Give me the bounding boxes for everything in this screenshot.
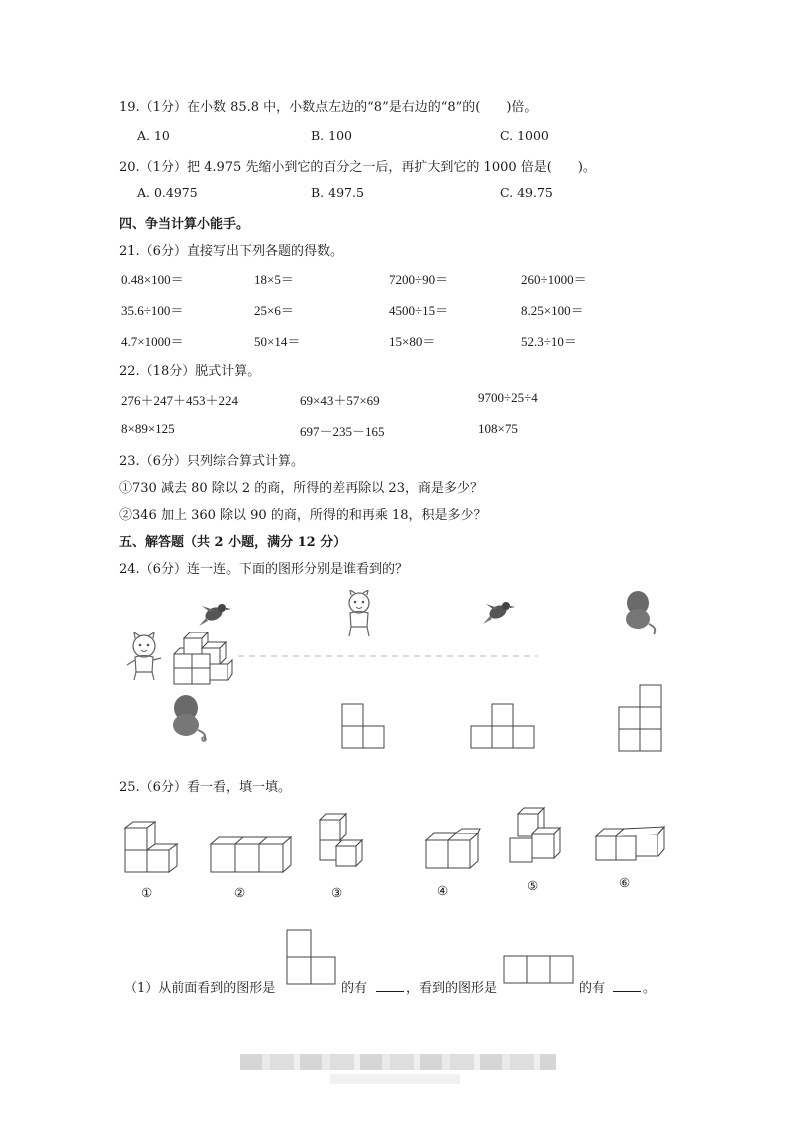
q20-option-c: C. 49.75 — [500, 185, 553, 200]
q25-sub1-part-e: 。 — [643, 981, 657, 996]
q21-item: 35.6÷100＝ — [121, 303, 184, 318]
q21-stem: 21.（6分）直接写出下列各题的得数。 — [119, 244, 343, 259]
faint-dotted-line — [238, 650, 538, 662]
q21-item: 260÷1000＝ — [521, 272, 587, 287]
q21-item: 50×14＝ — [254, 334, 301, 349]
q21-item: 4.7×1000＝ — [121, 334, 184, 349]
view-shape-l — [341, 703, 385, 749]
q25-figure-5 — [508, 806, 568, 870]
q22-item: 8×89×125 — [121, 421, 175, 436]
q20-option-b: B. 497.5 — [311, 185, 364, 200]
section-4-title: 四、争当计算小能手。 — [119, 217, 250, 232]
blurred-footer — [240, 1054, 556, 1070]
q25-sub1-part-b: 的有 — [341, 981, 368, 996]
q25-figure-1 — [123, 820, 185, 880]
q23-stem: 23.（6分）只列综合算式计算。 — [119, 454, 304, 469]
q21-item: 0.48×100＝ — [121, 272, 184, 287]
view-shape-tall — [618, 684, 662, 752]
q22-item: 9700÷25÷4 — [478, 390, 538, 405]
q21-item: 7200÷90＝ — [389, 272, 449, 287]
answer-blank-1[interactable] — [376, 977, 404, 992]
bird-illustration — [196, 600, 232, 630]
q22-stem: 22.（18分）脱式计算。 — [119, 364, 261, 379]
q22-item: 69×43＋57×69 — [300, 393, 380, 408]
q19-option-c: C. 1000 — [500, 128, 549, 143]
q21-item: 8.25×100＝ — [521, 303, 584, 318]
q21-item: 18×5＝ — [254, 272, 294, 287]
q25-front-view-shape — [286, 929, 336, 985]
q25-label-2: ② — [234, 885, 246, 900]
blurred-footer-line — [330, 1074, 460, 1084]
kitten-illustration — [124, 632, 164, 682]
q20-stem: 20.（1分）把 4.975 先缩小到它的百分之一后，再扩大到它的 1000 倍是( )。 — [119, 160, 596, 175]
q25-sub1-part-a: （1）从前面看到的图形是 — [124, 981, 276, 996]
bird-illustration — [480, 598, 516, 628]
monkey-illustration — [168, 692, 212, 742]
q25-label-6: ⑥ — [619, 875, 631, 890]
q20-option-a: A. 0.4975 — [137, 185, 198, 200]
q25-sub1-part-d: 的有 — [579, 981, 606, 996]
q19-stem: 19.（1分）在小数 85.8 中，小数点左边的“8”是右边的“8”的( )倍。 — [119, 100, 538, 115]
cube-stack-3d — [170, 632, 236, 686]
q21-item: 4500÷15＝ — [389, 303, 449, 318]
q22-item: 697－235－165 — [300, 424, 385, 439]
q25-figure-4 — [424, 828, 486, 872]
q25-figure-3 — [318, 812, 374, 876]
q25-row-view-shape — [503, 955, 575, 985]
q19-option-a: A. 10 — [137, 128, 170, 143]
q22-item: 276＋247＋453＋224 — [121, 393, 239, 408]
monkey-illustration — [620, 588, 664, 636]
q25-label-3: ③ — [331, 885, 343, 900]
q25-label-1: ① — [141, 885, 153, 900]
answer-blank-2[interactable] — [613, 977, 641, 992]
q23-item-1: ①730 减去 80 除以 2 的商，所得的差再除以 23，商是多少？ — [119, 481, 483, 496]
q21-item: 52.3÷10＝ — [521, 334, 577, 349]
q21-item: 15×80＝ — [389, 334, 436, 349]
section-5-title: 五、解答题（共 2 小题，满分 12 分） — [119, 535, 347, 550]
q24-stem: 24.（6分）连一连。下面的图形分别是谁看到的？ — [119, 562, 408, 577]
q19-option-b: B. 100 — [311, 128, 352, 143]
q22-item: 108×75 — [478, 421, 518, 436]
q25-figure-6 — [594, 824, 666, 866]
view-shape-t — [470, 703, 536, 749]
kitten-illustration — [341, 590, 377, 638]
q25-stem: 25.（6分）看一看，填一填。 — [119, 780, 291, 795]
q25-label-4: ④ — [437, 883, 449, 898]
q25-sub1-part-c: ，看到的图形是 — [406, 981, 498, 996]
q21-item: 25×6＝ — [254, 303, 294, 318]
q25-label-5: ⑤ — [527, 878, 539, 893]
q23-item-2: ②346 加上 360 除以 90 的商，所得的和再乘 18，积是多少？ — [119, 508, 487, 523]
q25-figure-2 — [209, 834, 293, 876]
